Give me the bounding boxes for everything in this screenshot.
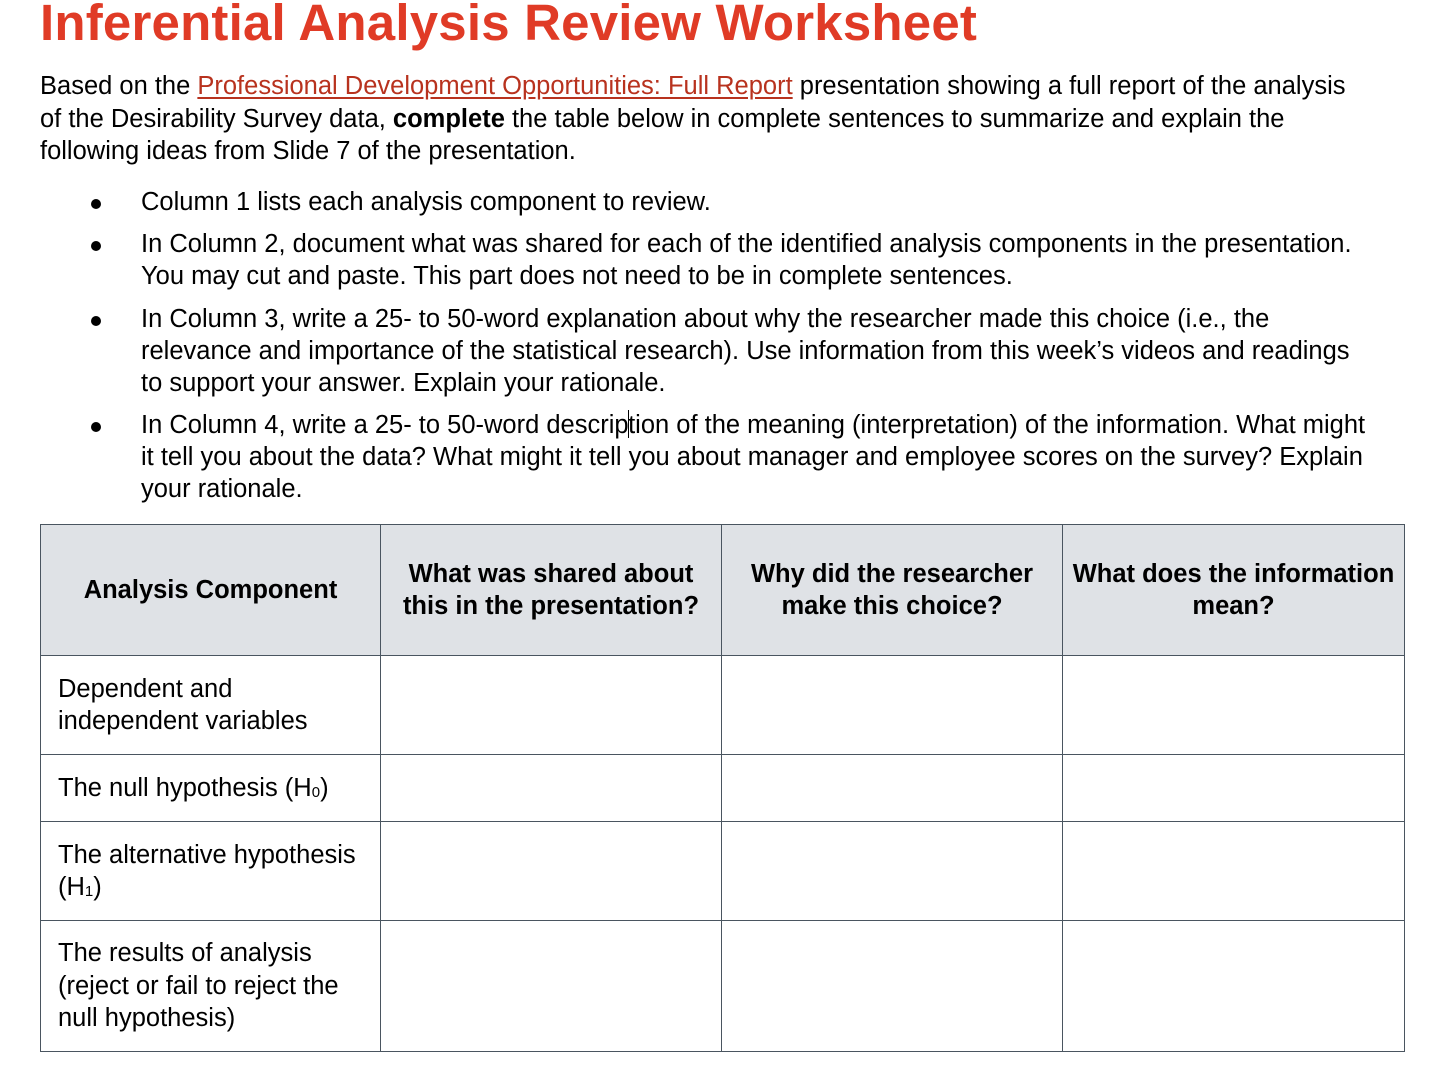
table-row: [41, 822, 1405, 921]
bullet-icon: [91, 422, 101, 432]
component-text: The alternative hypothesis (H: [58, 840, 356, 901]
component-cell: [41, 822, 381, 921]
table-row: [41, 755, 1405, 822]
shared-cell[interactable]: [381, 921, 722, 1052]
meaning-cell[interactable]: [1063, 921, 1405, 1052]
instruction-list: [40, 186, 1405, 506]
why-cell[interactable]: [722, 921, 1063, 1052]
shared-cell[interactable]: [381, 755, 722, 822]
intro-paragraph: [40, 70, 1370, 168]
list-item: [40, 303, 1371, 399]
why-cell[interactable]: [722, 822, 1063, 921]
intro-bold-word: complete: [392, 104, 505, 133]
header-what-shared: What was shared about this in the presentation?: [381, 525, 722, 656]
header-why-choice: Why did the researcher make this choice?: [722, 525, 1063, 656]
list-item-text: In Column 2, document what was shared for each of the identified analysis components in the presentation. You may cut and paste. This part does not need to be in complete sentences.: [141, 230, 1352, 290]
intro-text-end: the table below in complete sentences to summarize and explain the following ideas from Slide 7 of the presentation.: [40, 104, 1285, 165]
why-cell[interactable]: [722, 656, 1063, 755]
meaning-cell[interactable]: [1063, 822, 1405, 921]
why-cell[interactable]: [722, 755, 1063, 822]
list-item-text: In Column 3, write a 25- to 50-word explanation about why the researcher made this choice (i.e., the relevance and importance of the statistical research). Use information from this week’s videos and readings to support your answer. Explain your rationale.: [141, 304, 1350, 397]
intro-text-start: Based on the: [40, 72, 198, 100]
table-row: [41, 921, 1405, 1052]
meaning-cell[interactable]: [1063, 755, 1405, 822]
bullet-icon: [91, 316, 101, 326]
shared-cell[interactable]: [381, 656, 722, 755]
subscript-zero: 0: [311, 783, 321, 801]
review-table: [40, 524, 1405, 1052]
list-item: [40, 186, 1371, 218]
table-row: [41, 656, 1405, 755]
list-item-text: Column 1 lists each analysis component to review.: [141, 187, 711, 216]
list-item-text-cont: tion of the meaning (interpretation) of the information. What might it tell you about the data? What might it tell you about manager and employee scores on the survey? Explain your rationale.: [141, 411, 1366, 503]
intro-text-middle: presentation showing a full report of the analysis of the Desirability Survey data,: [40, 72, 1346, 133]
worksheet-page: [40, 0, 1405, 516]
table-header-row: [41, 525, 1405, 656]
shared-cell[interactable]: [381, 822, 722, 921]
bullet-icon: [91, 241, 101, 251]
component-text-end: ): [93, 873, 102, 901]
component-cell: The results of analysis (reject or fail to reject the null hypothesis): [41, 921, 381, 1052]
component-text-end: ): [320, 773, 329, 802]
list-item-text: In Column 4, write a 25- to 50-word descrip: [141, 411, 629, 439]
component-cell: [41, 755, 381, 822]
presentation-link[interactable]: Professional Development Opportunities: Full Report: [197, 72, 793, 100]
header-analysis-component: Analysis Component: [41, 525, 381, 656]
page-title: Inferential Analysis Review Worksheet: [40, 0, 978, 51]
component-text: The null hypothesis (H: [58, 773, 312, 802]
component-cell: Dependent and independent variables: [41, 656, 381, 755]
bullet-icon: [91, 199, 101, 209]
list-item: [40, 409, 1371, 505]
header-what-means: What does the information mean?: [1063, 525, 1405, 656]
list-item: [40, 228, 1371, 292]
meaning-cell[interactable]: [1063, 656, 1405, 755]
subscript-one: 1: [84, 883, 94, 900]
